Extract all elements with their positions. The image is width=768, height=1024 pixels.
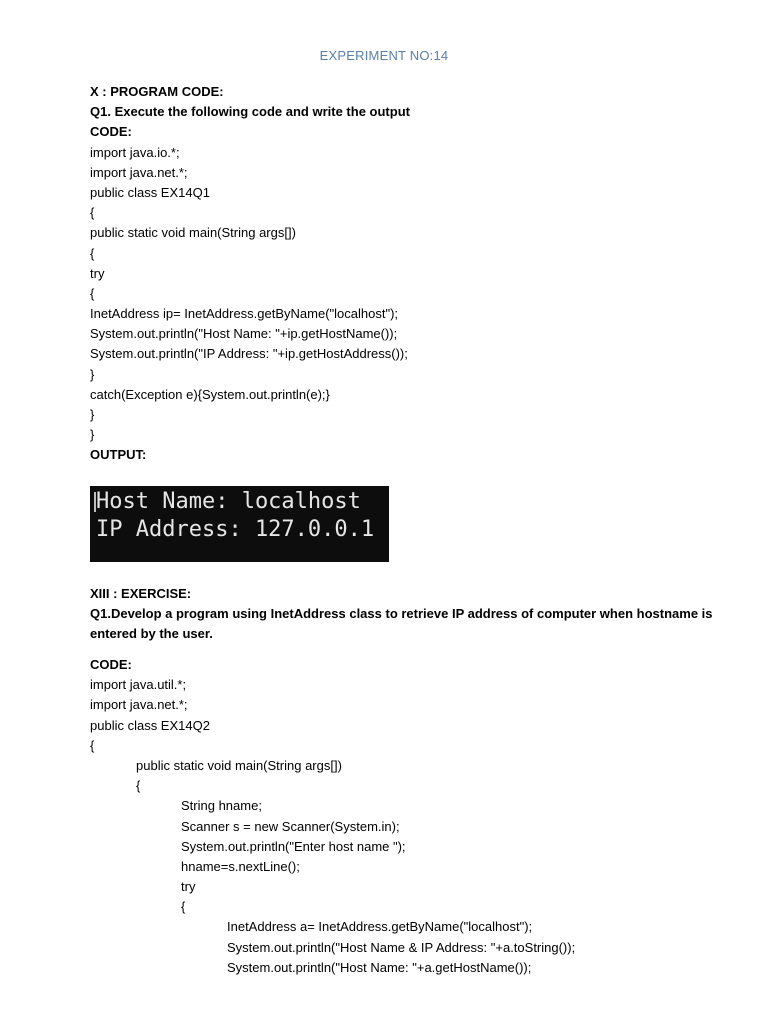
code-line: System.out.println("Host Name: "+ip.getHostName());: [90, 326, 398, 342]
output-label: OUTPUT:: [90, 447, 147, 463]
code-line: {: [90, 205, 95, 221]
code-line: System.out.println("Enter host name ");: [181, 838, 406, 854]
code-line: }: [90, 427, 95, 443]
exercise-section: [90, 584, 713, 645]
code-line: System.out.println("Host Name: "+a.getHostName());: [227, 959, 532, 975]
terminal-line: IP Address: 127.0.0.1: [96, 517, 375, 542]
code-line: }: [90, 407, 95, 422]
code-line: {: [136, 778, 141, 794]
code-line: System.out.println("Host Name & IP Address: "+a.toString());: [227, 939, 576, 955]
code-line: public static void main(String args[]): [90, 225, 296, 241]
code-line: try: [181, 879, 196, 895]
code-label: CODE:: [90, 124, 132, 140]
code-line: hname=s.nextLine();: [181, 858, 300, 874]
code-label: CODE:: [90, 657, 132, 672]
section-heading: XIII : EXERCISE:: [90, 586, 192, 601]
code-line: {: [90, 285, 95, 301]
code-line: Scanner s = new Scanner(System.in);: [181, 818, 400, 834]
code-line: System.out.println("IP Address: "+ip.getHostAddress());: [90, 346, 408, 362]
code-line: import java.net.*;: [90, 164, 188, 180]
code-line: }: [90, 366, 95, 382]
code-line: {: [90, 245, 95, 261]
code-line: String hname;: [181, 798, 262, 814]
code-line: try: [90, 265, 105, 281]
code-line: import java.io.*;: [90, 144, 180, 160]
question-text: Q1. Execute the following code and write the output: [90, 104, 410, 120]
program-code-section: [90, 82, 410, 466]
experiment-title: EXPERIMENT NO:14: [319, 48, 449, 63]
cursor-icon: [94, 492, 96, 512]
code-line: InetAddress a= InetAddress.getByName("localhost");: [227, 919, 533, 935]
code-line: public class EX14Q2: [90, 717, 210, 733]
code-line: import java.net.*;: [90, 697, 188, 713]
code-line: InetAddress ip= InetAddress.getByName("localhost");: [90, 306, 399, 322]
code-line: {: [181, 899, 186, 915]
terminal-line: Host Name: localhost: [96, 489, 361, 514]
question-text: Q1.Develop a program using InetAddress class to retrieve IP address of computer when hostname is: [90, 606, 713, 622]
terminal-output-screenshot: [90, 486, 389, 562]
code-line: {: [90, 737, 95, 753]
question-text: entered by the user.: [90, 626, 213, 642]
code-line: catch(Exception e){System.out.println(e);}: [90, 386, 330, 402]
section-heading: X : PROGRAM CODE:: [90, 84, 224, 99]
code-line: public class EX14Q1: [90, 184, 210, 200]
code-line: public static void main(String args[]): [136, 757, 342, 773]
code-line: import java.util.*;: [90, 677, 187, 693]
exercise-code: [90, 655, 575, 978]
